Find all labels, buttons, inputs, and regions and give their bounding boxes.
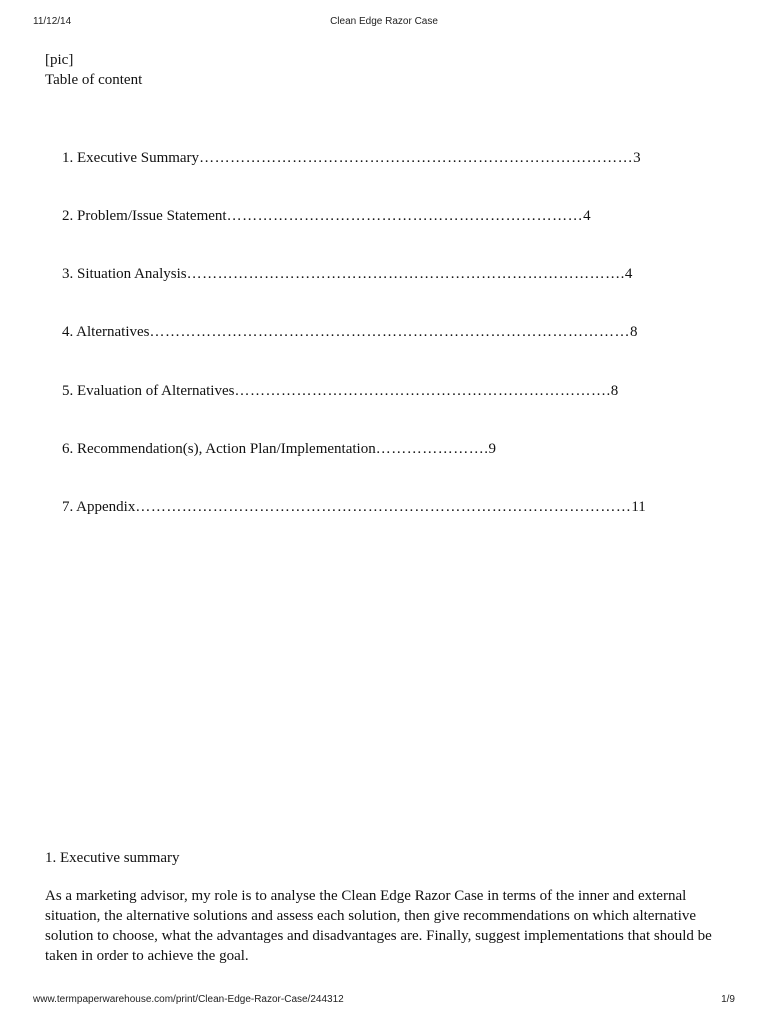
toc-entry-leader: …………………………………………………………… bbox=[226, 208, 584, 224]
page-number: 1/9 bbox=[721, 994, 735, 1005]
toc-entry-leader: ………………………………………………………………………………… bbox=[149, 324, 630, 340]
toc-entry bbox=[62, 439, 496, 459]
toc-entry-label: 3. Situation Analysis bbox=[62, 266, 187, 282]
toc-entry-label: 2. Problem/Issue Statement bbox=[62, 208, 227, 224]
toc-entry-leader: ………………………………………………………………. bbox=[234, 383, 611, 399]
toc-entry-page: 3 bbox=[633, 150, 641, 166]
toc-entry-page: 11 bbox=[631, 499, 646, 515]
print-header-title: Clean Edge Razor Case bbox=[330, 16, 438, 27]
toc-entry-leader: ………………………………………………………………………… bbox=[199, 150, 634, 166]
toc-entry-page: 8 bbox=[629, 324, 638, 340]
toc-entry bbox=[62, 264, 632, 284]
toc-entry-page: 4 bbox=[583, 208, 591, 224]
toc-entry bbox=[62, 497, 646, 517]
toc-entry-label: 7. Appendix bbox=[62, 499, 136, 515]
image-placeholder-text: [pic] bbox=[45, 52, 74, 68]
print-date: 11/12/14 bbox=[33, 16, 72, 27]
toc-entry-leader: …………………. bbox=[375, 441, 489, 457]
toc-entry-label: 4. Alternatives bbox=[62, 324, 150, 340]
toc-entry-leader: …………………………………………………………………………………… bbox=[135, 499, 632, 515]
toc-title: Table of content bbox=[45, 72, 143, 88]
toc-entry-label: 5. Evaluation of Alternatives bbox=[62, 383, 235, 399]
executive-summary-paragraph: As a marketing advisor, my role is to analyse the Clean Edge Razor Case in terms of the inner and external situation, the alternative solutions and assess each solution, then give recommendations on which alternative solution to choose, what the advantages and disadvantages are. Finally, suggest implementations that should be taken in order to achieve the goal. bbox=[45, 888, 712, 964]
toc-entry bbox=[62, 206, 591, 226]
toc-entry-label: 6. Recommendation(s), Action Plan/Implementation bbox=[62, 441, 376, 457]
toc-entry bbox=[62, 322, 637, 342]
toc-entry-page: 9 bbox=[488, 441, 496, 457]
toc-entry-label: 1. Executive Summary bbox=[62, 150, 200, 166]
toc-entry bbox=[62, 381, 618, 401]
toc-entry-page: 4 bbox=[624, 266, 633, 282]
print-source-url: www.termpaperwarehouse.com/print/Clean-Edge-Razor-Case/244312 bbox=[33, 994, 344, 1005]
toc-entry bbox=[62, 148, 641, 168]
section-heading: 1. Executive summary bbox=[45, 850, 180, 866]
toc-entry-page: 8 bbox=[610, 383, 619, 399]
toc-entry-leader: …………………………………………………………………………. bbox=[186, 266, 625, 282]
